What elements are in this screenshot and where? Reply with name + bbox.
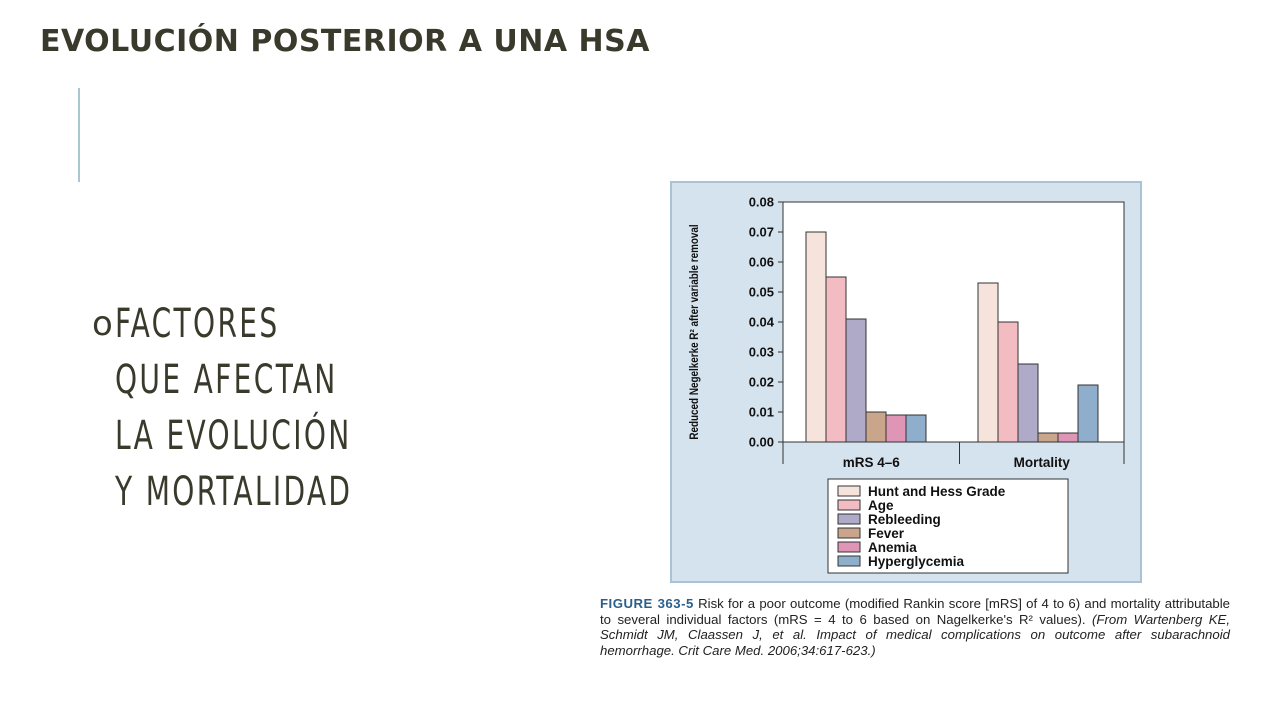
- bar: [1038, 433, 1058, 442]
- chart-figure: [670, 181, 1142, 583]
- legend-swatch: [838, 486, 860, 496]
- y-tick-label: 0.03: [748, 344, 774, 360]
- y-axis-label: Reduced Negelkerke R² after variable removal: [688, 224, 702, 440]
- bullet-text: FACTORES QUE AFECTAN LA EVOLUCIÓN Y MORTALIDAD: [114, 301, 353, 515]
- legend-swatch: [838, 514, 860, 524]
- bar: [1058, 433, 1078, 442]
- bar: [826, 277, 846, 442]
- bar: [978, 283, 998, 442]
- legend-entry: Fever: [868, 526, 905, 541]
- bar: [806, 232, 826, 442]
- legend-entry: Rebleeding: [868, 512, 941, 527]
- y-tick-label: 0.00: [748, 434, 774, 450]
- legend-entry: Hyperglycemia: [868, 554, 965, 569]
- y-tick-label: 0.08: [748, 194, 774, 210]
- bar: [1018, 364, 1038, 442]
- y-tick-label: 0.02: [748, 374, 774, 390]
- legend-entry: Age: [868, 498, 894, 513]
- category-label: mRS 4–6: [842, 455, 900, 470]
- caption-label: FIGURE 363-5: [600, 596, 694, 611]
- caption-citation: (From Wartenberg KE, Schmidt JM, Claassen J, et al. Impact of medical complications on outcome after subarachnoid hemorrhage. Crit Care Med. 2006;34:617-623.): [600, 611, 1231, 658]
- legend-swatch: [838, 500, 860, 510]
- bar: [866, 412, 886, 442]
- bar: [998, 322, 1018, 442]
- legend-swatch: [838, 556, 860, 566]
- y-tick-label: 0.06: [748, 254, 774, 270]
- y-tick-label: 0.01: [748, 404, 774, 420]
- y-tick-label: 0.04: [748, 314, 774, 330]
- legend-swatch: [838, 542, 860, 552]
- bar-chart: [672, 183, 1140, 581]
- legend-entry: Hunt and Hess Grade: [868, 484, 1006, 499]
- bar: [846, 319, 866, 442]
- y-tick-label: 0.05: [748, 284, 774, 300]
- y-tick-label: 0.07: [748, 224, 774, 240]
- category-label: Mortality: [1013, 455, 1070, 470]
- caption-text: Risk for a poor outcome (modified Rankin score [mRS] of 4 to 6) and mortality attributable to several individual factors (mRS = 4 to 6 based on Nagelkerke's R² values).: [600, 596, 1231, 627]
- accent-line: [78, 88, 80, 182]
- bullet-marker: o: [92, 304, 113, 344]
- bullet-point: [92, 296, 422, 520]
- figure-caption: [600, 596, 1230, 658]
- bar: [1078, 385, 1098, 442]
- bar: [886, 415, 906, 442]
- legend-swatch: [838, 528, 860, 538]
- slide-title: EVOLUCIÓN POSTERIOR A UNA HSA: [40, 24, 650, 59]
- bar: [906, 415, 926, 442]
- legend-entry: Anemia: [868, 540, 917, 555]
